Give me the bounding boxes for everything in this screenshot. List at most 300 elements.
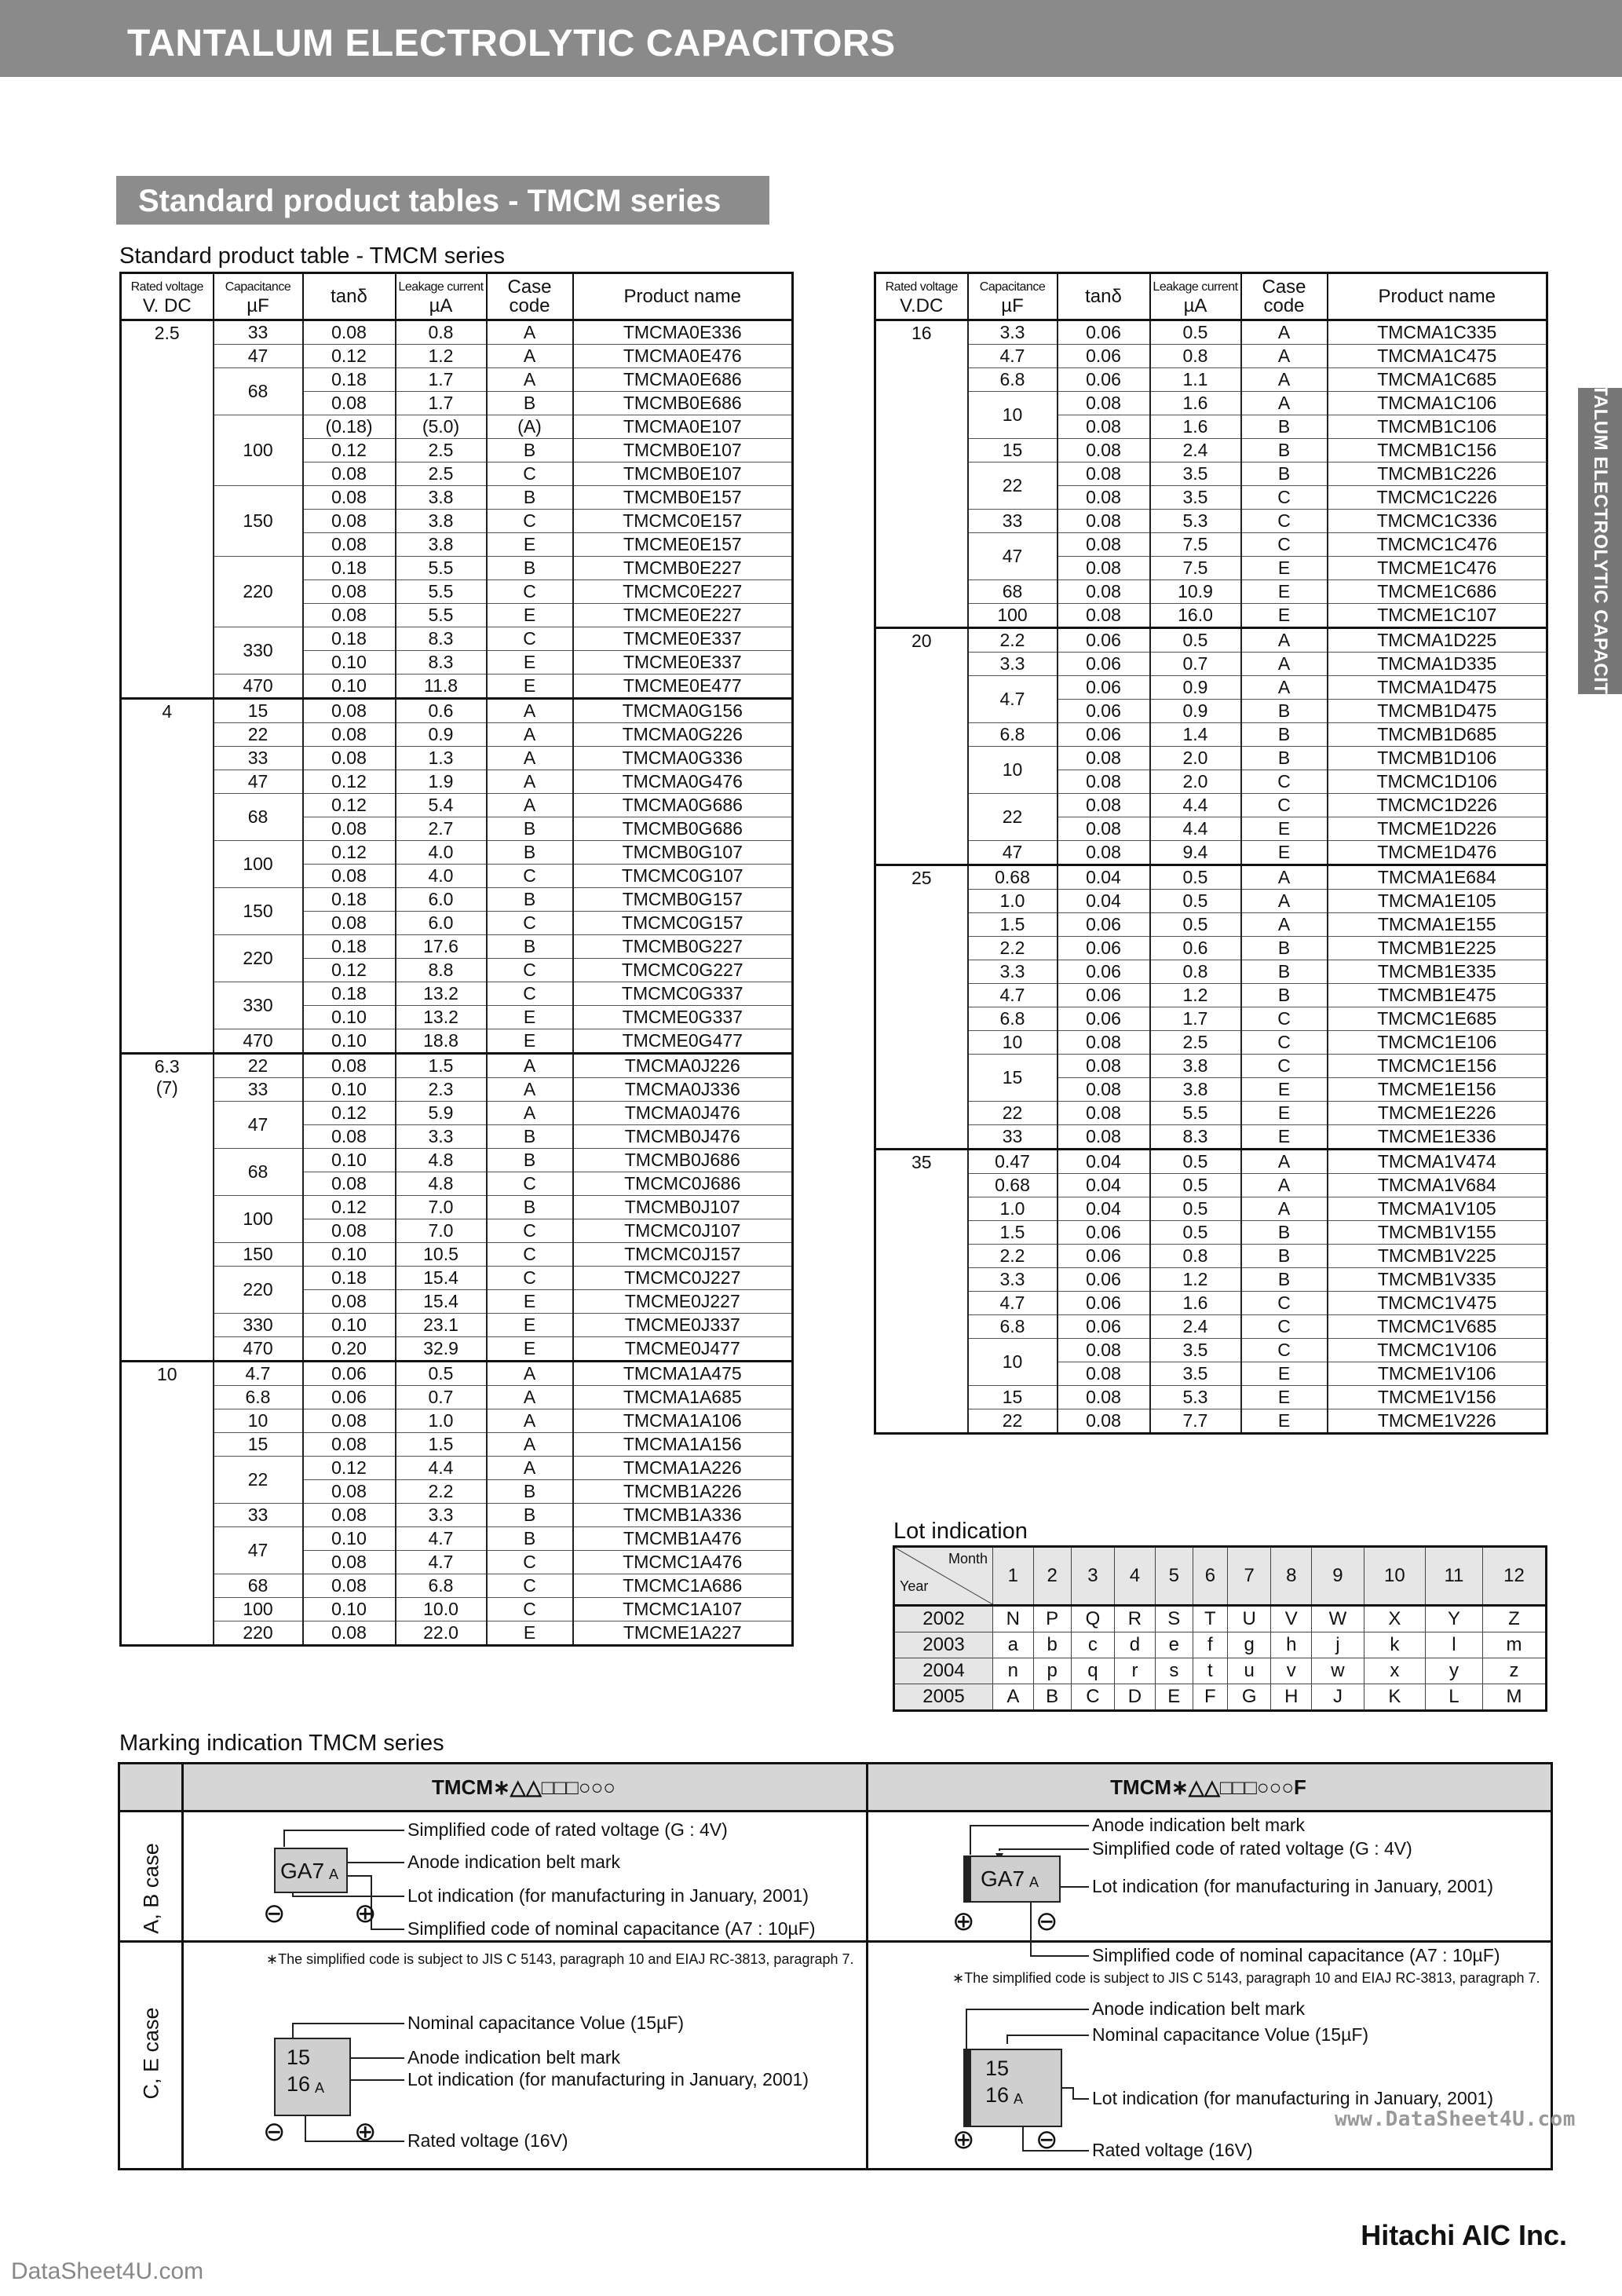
label-rated-voltage: Rated voltage (16V) [1092, 2140, 1253, 2160]
capacitance-cell: 10 [968, 1031, 1058, 1055]
lot-code-cell: J [1312, 1684, 1364, 1711]
lot-code-cell: j [1312, 1632, 1364, 1658]
case-code-cell: B [487, 1504, 573, 1527]
case-code-cell: E [487, 1337, 573, 1362]
lot-code-cell: l [1425, 1632, 1482, 1658]
product-name-cell: TMCMC1V475 [1328, 1292, 1547, 1315]
case-code-cell: A [1241, 392, 1328, 415]
tand-cell: 0.08 [1058, 770, 1150, 794]
lot-year-cell: 2004 [894, 1658, 993, 1684]
leakage-cell: 0.6 [396, 699, 487, 723]
col-leakage-label: Leakage current [1153, 280, 1238, 294]
product-name-cell: TMCME1E156 [1328, 1078, 1547, 1102]
leakage-cell: 0.5 [1150, 1174, 1241, 1197]
capacitance-cell: 15 [968, 439, 1058, 462]
case-code-cell: C [487, 627, 573, 651]
leakage-cell: 3.3 [396, 1125, 487, 1149]
case-code-cell: A [487, 1102, 573, 1125]
product-name-cell: TMCMA1A156 [573, 1433, 793, 1457]
section-title: Standard product tables - TMCM series [138, 184, 721, 218]
leakage-cell: 15.4 [396, 1290, 487, 1314]
lot-code-cell: a [993, 1632, 1034, 1658]
col-case-label2: code [509, 294, 550, 316]
case-code-cell: E [1241, 817, 1328, 841]
col-tand-label: tanδ [331, 285, 367, 307]
lot-code-cell: u [1227, 1658, 1270, 1684]
source-link[interactable]: DataSheet4U.com [11, 2258, 204, 2284]
lot-row [894, 1658, 1547, 1684]
leakage-cell: 0.8 [396, 320, 487, 345]
product-name-cell: TMCMA1A106 [573, 1409, 793, 1433]
product-name-cell: TMCME0G337 [573, 1006, 793, 1029]
side-tab [1578, 345, 1622, 737]
tand-cell: 0.06 [1058, 628, 1150, 653]
table-row [875, 1315, 1547, 1339]
product-name-cell: TMCME0E227 [573, 604, 793, 627]
tand-cell: 0.18 [303, 1267, 396, 1290]
capacitance-cell: 100 [214, 841, 303, 888]
table-row [875, 510, 1547, 533]
case-code-cell: C [487, 1243, 573, 1267]
table-row [121, 794, 793, 817]
tand-cell: 0.10 [303, 1029, 396, 1054]
table-row [121, 1054, 793, 1078]
voltage-cell [121, 1054, 214, 1362]
table-row [875, 794, 1547, 817]
lot-code-cell: m [1482, 1632, 1546, 1658]
col-header-product [573, 273, 793, 320]
capacitance-cell: 33 [214, 320, 303, 345]
lot-month-header: 3 [1071, 1547, 1114, 1606]
table-row [121, 1457, 793, 1480]
capacitance-cell: 330 [214, 627, 303, 675]
lot-code-cell: L [1425, 1684, 1482, 1711]
tand-cell: 0.08 [1058, 1339, 1150, 1362]
leakage-cell: 0.9 [1150, 676, 1241, 700]
tand-cell: 0.12 [303, 841, 396, 865]
table-row [875, 1174, 1547, 1197]
case-code-cell: A [1241, 368, 1328, 392]
case-code-cell: A [487, 1078, 573, 1102]
capacitance-cell: 6.8 [214, 1386, 303, 1409]
case-code-cell: A [487, 1386, 573, 1409]
col-tand-label: tanδ [1085, 285, 1122, 307]
capacitance-cell: 330 [214, 982, 303, 1029]
leakage-cell: 0.5 [1150, 1150, 1241, 1174]
product-name-cell: TMCMC0G157 [573, 912, 793, 935]
case-code-cell: A [487, 1457, 573, 1480]
tand-cell: 0.06 [1058, 676, 1150, 700]
lot-year-cell: 2003 [894, 1632, 993, 1658]
leakage-cell: 4.4 [396, 1457, 487, 1480]
col-product-label: Product name [623, 285, 741, 307]
tand-cell: 0.08 [303, 580, 396, 604]
case-code-cell: A [487, 368, 573, 392]
capacitance-cell: 330 [214, 1314, 303, 1337]
lot-code-cell: w [1312, 1658, 1364, 1684]
table-row [875, 723, 1547, 747]
table-row [121, 368, 793, 392]
lot-code-cell: b [1033, 1632, 1071, 1658]
col-capacitance-label: Capacitance [225, 280, 291, 294]
leakage-cell: 10.5 [396, 1243, 487, 1267]
case-code-cell: B [487, 557, 573, 580]
case-code-cell: C [1241, 794, 1328, 817]
capacitance-cell: 150 [214, 486, 303, 557]
case-code-cell: C [487, 462, 573, 486]
case-code-cell: B [487, 841, 573, 865]
capacitance-cell: 0.68 [968, 1174, 1058, 1197]
capacitance-cell: 68 [214, 794, 303, 841]
leakage-cell: 7.7 [1150, 1409, 1241, 1434]
lot-code-cell: e [1155, 1632, 1193, 1658]
tand-cell: (0.18) [303, 415, 396, 439]
capacitance-cell: 470 [214, 675, 303, 699]
leakage-cell: 5.5 [396, 557, 487, 580]
tand-cell: 0.08 [1058, 1386, 1150, 1409]
table-row [121, 557, 793, 580]
tand-cell: 0.08 [1058, 1031, 1150, 1055]
leakage-cell: 8.3 [396, 627, 487, 651]
leakage-cell: 1.6 [1150, 415, 1241, 439]
leakage-cell: 1.2 [1150, 1268, 1241, 1292]
col-header-leakage [1150, 273, 1241, 320]
lot-month-header: 11 [1425, 1547, 1482, 1606]
tand-cell: 0.08 [1058, 604, 1150, 628]
table-row [121, 1102, 793, 1125]
case-code-cell: A [487, 1054, 573, 1078]
case-code-cell: A [1241, 890, 1328, 913]
case-code-cell: C [487, 1598, 573, 1621]
tand-cell: 0.08 [303, 392, 396, 415]
product-name-cell: TMCMB0G107 [573, 841, 793, 865]
table-row [121, 1504, 793, 1527]
leakage-cell: 13.2 [396, 1006, 487, 1029]
capacitance-cell: 100 [214, 415, 303, 486]
tand-cell: 0.12 [303, 345, 396, 368]
lot-year-cell: 2002 [894, 1606, 993, 1632]
col-header-product [1328, 273, 1547, 320]
lot-caption: Lot indication [893, 1519, 1028, 1544]
capacitance-cell: 1.0 [968, 890, 1058, 913]
leakage-cell: 2.0 [1150, 747, 1241, 770]
marking-caption: Marking indication TMCM series [119, 1731, 444, 1756]
product-name-cell: TMCMB1D106 [1328, 747, 1547, 770]
table-row [875, 320, 1547, 345]
product-name-cell: TMCMC1C476 [1328, 533, 1547, 557]
lot-code-cell: A [993, 1684, 1034, 1711]
tand-cell: 0.10 [303, 1078, 396, 1102]
plus-terminal-icon: ⊕ [354, 2117, 377, 2147]
capacitance-cell: 22 [968, 1409, 1058, 1434]
table-row [875, 865, 1547, 890]
product-name-cell: TMCMC1A686 [573, 1574, 793, 1598]
leakage-cell: 3.8 [1150, 1078, 1241, 1102]
capacitance-cell: 15 [214, 699, 303, 723]
lot-code-cell: Z [1482, 1606, 1546, 1632]
lot-code-cell: S [1155, 1606, 1193, 1632]
leakage-cell: 1.2 [1150, 984, 1241, 1007]
capacitance-cell: 22 [968, 794, 1058, 841]
capacitance-cell: 150 [214, 1243, 303, 1267]
product-name-cell: TMCMB1D685 [1328, 723, 1547, 747]
leakage-cell: 1.3 [396, 747, 487, 770]
tand-cell: 0.06 [1058, 1292, 1150, 1315]
capacitance-cell: 68 [214, 1574, 303, 1598]
product-name-cell: TMCMA0J336 [573, 1078, 793, 1102]
lot-month-header: 12 [1482, 1547, 1546, 1606]
case-code-cell: A [487, 794, 573, 817]
product-name-cell: TMCMA0J226 [573, 1054, 793, 1078]
case-code-cell: B [1241, 747, 1328, 770]
chip-line1: 15 [287, 2046, 311, 2069]
tand-cell: 0.06 [1058, 1315, 1150, 1339]
case-code-cell: E [1241, 1125, 1328, 1150]
lot-month-label: Month [948, 1551, 988, 1567]
col-capacitance-label: Capacitance [979, 280, 1046, 294]
leakage-cell: 7.0 [396, 1219, 487, 1243]
col-leakage-unit: µA [1183, 294, 1207, 316]
case-code-cell: C [487, 865, 573, 888]
lot-code-cell: v [1271, 1658, 1312, 1684]
leakage-cell: 1.6 [1150, 392, 1241, 415]
tand-cell: 0.10 [303, 1149, 396, 1172]
leakage-cell: 2.3 [396, 1078, 487, 1102]
tand-cell: 0.06 [1058, 320, 1150, 345]
tand-cell: 0.12 [303, 1102, 396, 1125]
lot-row [894, 1606, 1547, 1632]
case-code-cell: C [1241, 533, 1328, 557]
product-name-cell: TMCMC0G337 [573, 982, 793, 1006]
product-name-cell: TMCMB1A476 [573, 1527, 793, 1551]
leakage-cell: 8.3 [1150, 1125, 1241, 1150]
lot-code-cell: U [1227, 1606, 1270, 1632]
leakage-cell: 0.9 [1150, 700, 1241, 723]
leakage-cell: 0.9 [396, 723, 487, 747]
product-name-cell: TMCMA1D225 [1328, 628, 1547, 653]
leakage-cell: 2.0 [1150, 770, 1241, 794]
product-name-cell: TMCME0J477 [573, 1337, 793, 1362]
capacitance-cell: 2.2 [968, 1245, 1058, 1268]
product-name-cell: TMCMC1A107 [573, 1598, 793, 1621]
capacitance-cell: 6.8 [968, 1007, 1058, 1031]
case-code-cell: A [1241, 1150, 1328, 1174]
tand-cell: 0.10 [303, 1598, 396, 1621]
table-row [121, 1409, 793, 1433]
leakage-cell: 1.6 [1150, 1292, 1241, 1315]
col-header-tand [303, 273, 396, 320]
product-name-cell: TMCME0E337 [573, 651, 793, 675]
table-row [121, 1196, 793, 1219]
tand-cell: 0.08 [1058, 747, 1150, 770]
case-code-cell: C [487, 982, 573, 1006]
col-leakage-label: Leakage current [398, 280, 484, 294]
table-row [875, 1102, 1547, 1125]
product-name-cell: TMCMA0J476 [573, 1102, 793, 1125]
tand-cell: 0.08 [1058, 392, 1150, 415]
product-name-cell: TMCMC1E685 [1328, 1007, 1547, 1031]
capacitance-cell: 33 [214, 1504, 303, 1527]
leakage-cell: 5.3 [1150, 1386, 1241, 1409]
product-name-cell: TMCMB0E157 [573, 486, 793, 510]
leakage-cell: 0.8 [1150, 345, 1241, 368]
product-name-cell: TMCMB0J476 [573, 1125, 793, 1149]
tand-cell: 0.08 [303, 1621, 396, 1646]
lot-code-cell: Q [1071, 1606, 1114, 1632]
capacitance-cell: 15 [214, 1433, 303, 1457]
tand-cell: 0.08 [303, 533, 396, 557]
leakage-cell: (5.0) [396, 415, 487, 439]
chip-line2: 16 [985, 2083, 1010, 2107]
leakage-cell: 2.5 [396, 439, 487, 462]
lot-month-header: 10 [1364, 1547, 1425, 1606]
table-row [875, 392, 1547, 415]
product-name-cell: TMCME1V156 [1328, 1386, 1547, 1409]
case-code-cell: C [1241, 510, 1328, 533]
table-row [121, 1267, 793, 1290]
table-row [875, 1292, 1547, 1315]
lot-code-cell: V [1271, 1606, 1312, 1632]
table-row [121, 1527, 793, 1551]
product-name-cell: TMCMB0G157 [573, 888, 793, 912]
leakage-cell: 4.0 [396, 841, 487, 865]
leakage-cell: 2.2 [396, 1480, 487, 1504]
case-code-cell: E [1241, 1362, 1328, 1386]
leakage-cell: 5.5 [396, 580, 487, 604]
product-name-cell: TMCMA0E686 [573, 368, 793, 392]
leakage-cell: 6.0 [396, 912, 487, 935]
product-name-cell: TMCMA1V474 [1328, 1150, 1547, 1174]
capacitance-cell: 33 [968, 510, 1058, 533]
tand-cell: 0.12 [303, 794, 396, 817]
lot-code-cell: s [1155, 1658, 1193, 1684]
capacitance-cell: 33 [214, 1078, 303, 1102]
table-row [121, 841, 793, 865]
leakage-cell: 5.4 [396, 794, 487, 817]
leakage-cell: 0.5 [396, 1362, 487, 1386]
leakage-cell: 4.7 [396, 1527, 487, 1551]
capacitance-cell: 6.8 [968, 1315, 1058, 1339]
case-code-cell: C [487, 1267, 573, 1290]
tand-cell: 0.04 [1058, 865, 1150, 890]
label-anode-mark: Anode indication belt mark [1092, 1998, 1306, 2019]
lot-row [894, 1684, 1547, 1711]
label-lot: Lot indication (for manufacturing in January, 2001) [407, 2069, 809, 2089]
chip-line1: 15 [985, 2057, 1010, 2080]
leakage-cell: 0.6 [1150, 937, 1241, 960]
leakage-cell: 0.5 [1150, 865, 1241, 890]
leakage-cell: 0.5 [1150, 1197, 1241, 1221]
leakage-cell: 0.5 [1150, 628, 1241, 653]
table-row [875, 1125, 1547, 1150]
page-header-title: TANTALUM ELECTROLYTIC CAPACITORS [127, 23, 896, 64]
capacitance-cell: 100 [968, 604, 1058, 628]
capacitance-cell: 22 [968, 1102, 1058, 1125]
table-row [121, 486, 793, 510]
capacitance-cell: 470 [214, 1337, 303, 1362]
leakage-cell: 6.0 [396, 888, 487, 912]
lot-code-cell: W [1312, 1606, 1364, 1632]
lot-year-label: Year [900, 1578, 929, 1594]
product-name-cell: TMCMA1C475 [1328, 345, 1547, 368]
table-row [875, 1268, 1547, 1292]
case-code-cell: E [487, 1006, 573, 1029]
product-name-cell: TMCMB0E107 [573, 439, 793, 462]
product-name-cell: TMCMA1A685 [573, 1386, 793, 1409]
case-code-cell: B [487, 817, 573, 841]
table-header-row [875, 273, 1547, 320]
capacitance-cell: 47 [968, 841, 1058, 865]
tand-cell: 0.08 [1058, 1125, 1150, 1150]
product-name-cell: TMCMA1E155 [1328, 913, 1547, 937]
leakage-cell: 3.8 [396, 486, 487, 510]
lot-code-cell: R [1115, 1606, 1156, 1632]
tand-cell: 0.06 [303, 1386, 396, 1409]
product-name-cell: TMCMA1E684 [1328, 865, 1547, 890]
leakage-cell: 1.7 [396, 392, 487, 415]
label-lot: Lot indication (for manufacturing in January, 2001) [1092, 1876, 1493, 1896]
lot-code-cell: q [1071, 1658, 1114, 1684]
label-voltage-code: Simplified code of rated voltage (G : 4V) [1092, 1838, 1412, 1859]
voltage-cell [875, 1150, 968, 1434]
table-row [875, 1339, 1547, 1362]
case-code-cell: A [487, 747, 573, 770]
product-name-cell: TMCMC0G107 [573, 865, 793, 888]
leakage-cell: 8.3 [396, 651, 487, 675]
col-voltage-unit: V.DC [900, 294, 944, 316]
col-case-label: Case [1262, 276, 1306, 298]
leakage-cell: 10.0 [396, 1598, 487, 1621]
lot-indication-table [893, 1545, 1547, 1712]
case-code-cell: E [487, 1314, 573, 1337]
table-row [875, 1409, 1547, 1434]
product-name-cell: TMCMB1V155 [1328, 1221, 1547, 1245]
voltage-value: 4 [162, 701, 173, 722]
col-case-label: Case [507, 276, 552, 298]
product-name-cell: TMCMB0J686 [573, 1149, 793, 1172]
leakage-cell: 7.5 [1150, 557, 1241, 580]
product-name-cell: TMCMA0E336 [573, 320, 793, 345]
leakage-cell: 1.2 [396, 345, 487, 368]
voltage-cell [875, 320, 968, 628]
ab-case-chip-f [963, 1855, 1061, 1903]
product-name-cell: TMCME1C686 [1328, 580, 1547, 604]
leakage-cell: 9.4 [1150, 841, 1241, 865]
product-name-cell: TMCMB0G686 [573, 817, 793, 841]
product-name-cell: TMCMC1D106 [1328, 770, 1547, 794]
voltage-value: 20 [911, 631, 932, 651]
tand-cell: 0.12 [303, 1457, 396, 1480]
table-row [875, 841, 1547, 865]
case-code-cell: C [1241, 770, 1328, 794]
leakage-cell: 0.8 [1150, 960, 1241, 984]
tand-cell: 0.06 [1058, 984, 1150, 1007]
tand-cell: 0.10 [303, 1243, 396, 1267]
tand-cell: 0.08 [303, 510, 396, 533]
voltage-value: 16 [911, 323, 932, 343]
case-code-cell: B [487, 392, 573, 415]
tand-cell: 0.08 [1058, 486, 1150, 510]
case-code-cell: B [1241, 960, 1328, 984]
tand-cell: 0.18 [303, 982, 396, 1006]
table-row [875, 462, 1547, 486]
case-code-cell: B [1241, 1221, 1328, 1245]
product-name-cell: TMCME1D476 [1328, 841, 1547, 865]
case-code-cell: C [487, 1551, 573, 1574]
capacitance-cell: 47 [214, 1102, 303, 1149]
tand-cell: 0.08 [1058, 817, 1150, 841]
leakage-cell: 1.4 [1150, 723, 1241, 747]
